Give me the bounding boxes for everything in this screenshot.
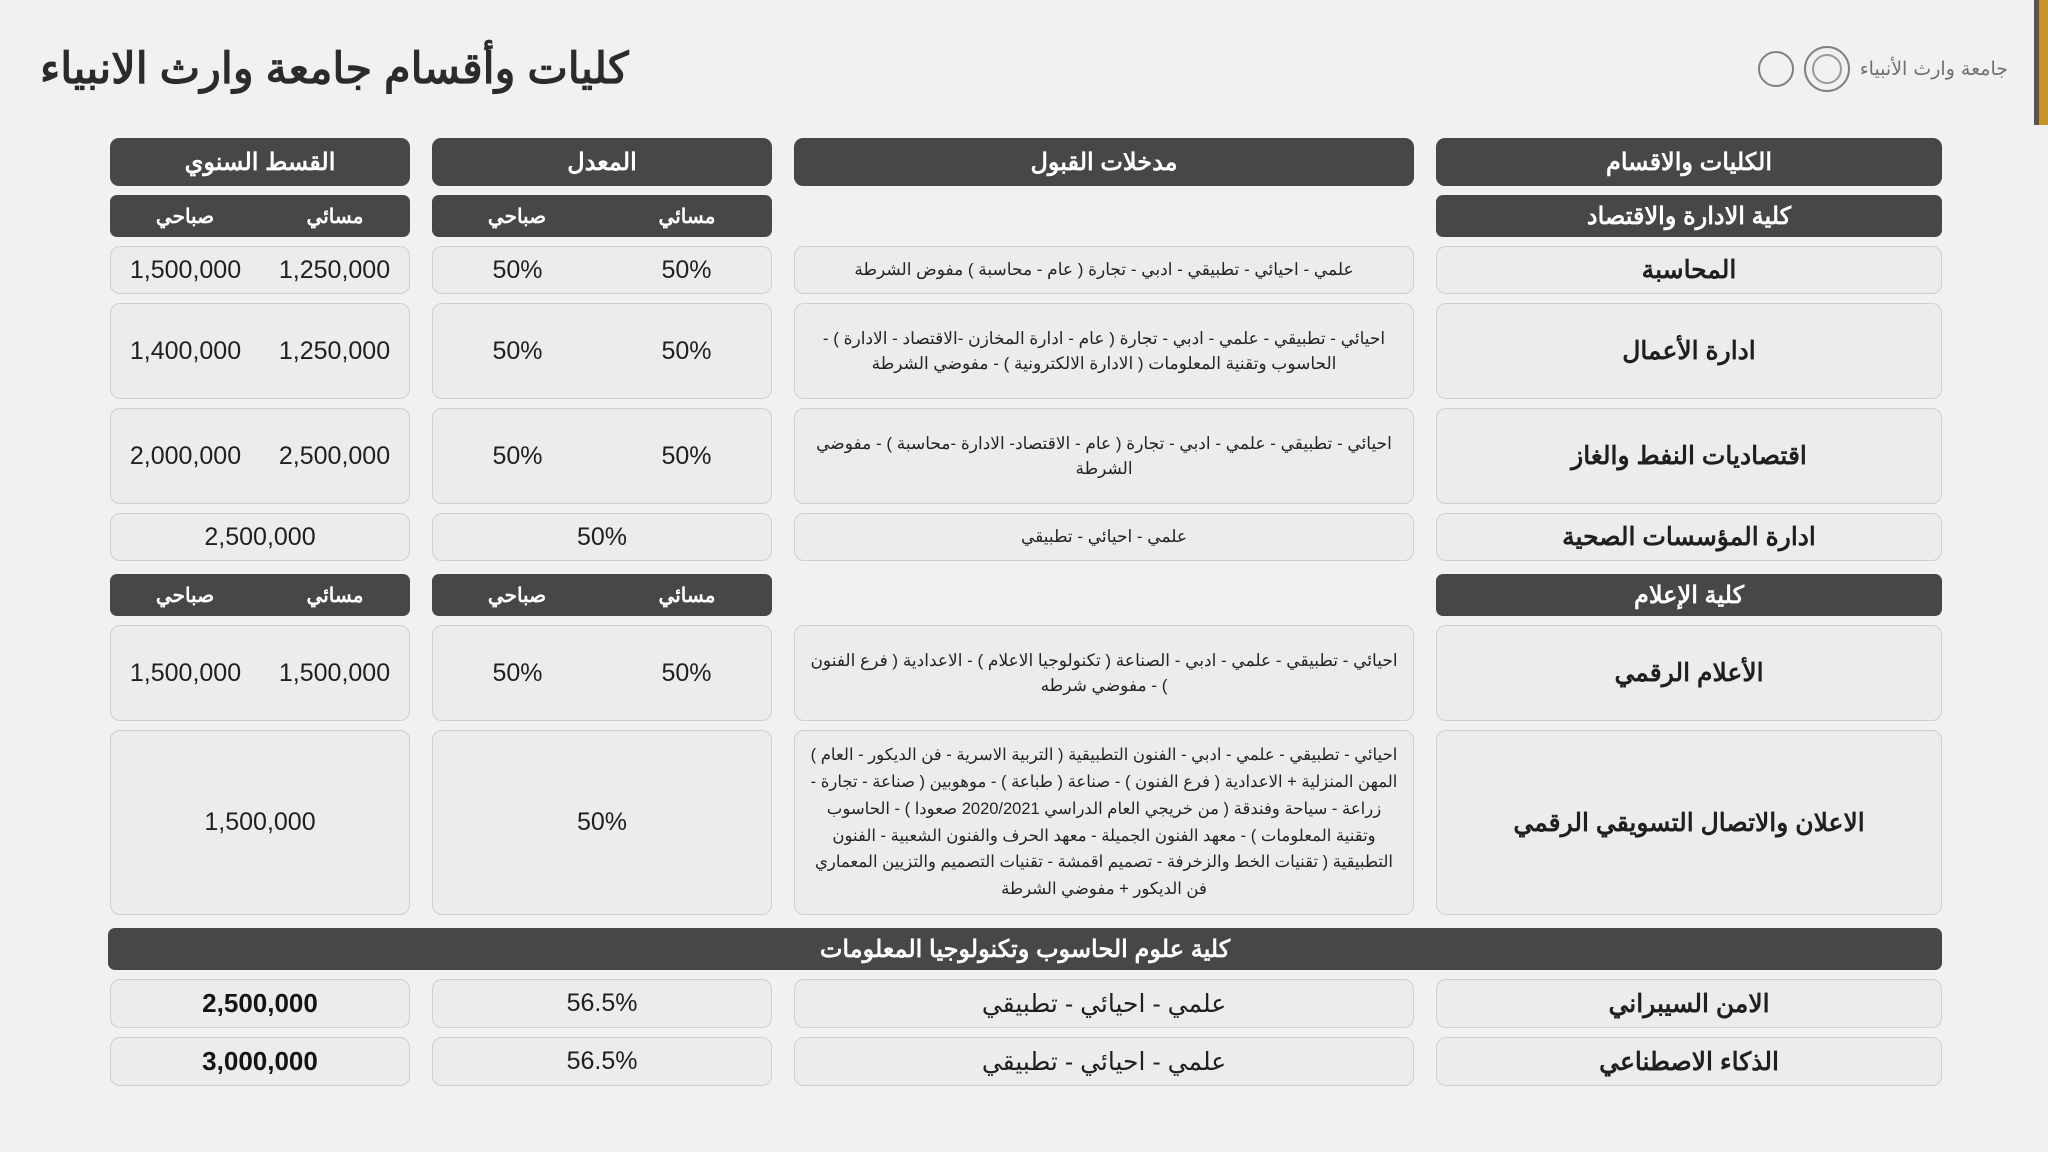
- programs-table: [0, 138, 2048, 1086]
- table-header-row: [108, 138, 1942, 186]
- table-row: [108, 730, 1942, 915]
- fee-cell: [110, 408, 410, 504]
- fee-morning: 1,400,000: [129, 336, 242, 365]
- average-cell: [432, 625, 772, 721]
- department-requirements: علمي - احيائي - تطبيقي - ادبي - تجارة ( عام - محاسبة ) مفوض الشرطة: [854, 260, 1354, 280]
- average-cell: [432, 303, 772, 399]
- department-requirements: احيائي - تطبيقي - علمي - ادبي - تجارة ( عام - ادارة المخازن -الاقتصاد - الادارة ) - الحاسوب وتقنية المعلومات ( الادارة الالكترونية ) - مفوضي الشرطة: [822, 328, 1386, 373]
- table-row: [108, 408, 1942, 504]
- department-name: الامن السيبراني: [1608, 989, 1770, 1018]
- department-requirements: علمي - احيائي - تطبيقي: [1020, 527, 1188, 547]
- department-requirements: احيائي - تطبيقي - علمي - ادبي - الصناعة ( تكنولوجيا الاعلام ) - الاعدادية ( فرع الفنون ) - مفوضي شرطه: [810, 650, 1398, 695]
- shift-morning-label: صباحي: [487, 584, 547, 607]
- table-row: [108, 1037, 1942, 1086]
- shift-morning-label: صباحي: [487, 205, 547, 228]
- department-requirements: علمي - احيائي - تطبيقي: [981, 1047, 1227, 1076]
- column-header-name: الكليات والاقسام: [1436, 138, 1942, 186]
- fee-value: 3,000,000: [202, 1046, 318, 1076]
- average-value: 56.5%: [566, 1047, 638, 1075]
- page-header: [0, 0, 2048, 138]
- average-evening: 50%: [661, 255, 712, 284]
- department-requirements: علمي - احيائي - تطبيقي: [981, 989, 1227, 1018]
- shift-morning-label: صباحي: [155, 584, 215, 607]
- logo-label: جامعة وارث الأنبياء: [1859, 58, 2008, 80]
- average-evening: 50%: [661, 441, 712, 470]
- table-row: [108, 246, 1942, 294]
- fee-cell: [110, 246, 410, 294]
- shift-header-average-1: [432, 574, 772, 616]
- fee-cell: [110, 625, 410, 721]
- shift-evening-label: مسائي: [306, 205, 364, 228]
- fee-value: 2,500,000: [202, 988, 318, 1018]
- shift-header-fee-0: [110, 195, 410, 237]
- table-row: [108, 303, 1942, 399]
- shift-evening-label: مسائي: [306, 584, 364, 607]
- department-name: المحاسبة: [1641, 256, 1737, 284]
- fee-cell: [110, 303, 410, 399]
- fee-value: 2,500,000: [204, 522, 316, 551]
- fee-morning: 2,000,000: [129, 441, 242, 470]
- fee-evening: 2,500,000: [278, 441, 391, 470]
- fee-evening: 1,500,000: [278, 658, 391, 687]
- table-row: [108, 979, 1942, 1028]
- department-name: الاعلان والاتصال التسويقي الرقمي: [1513, 808, 1865, 837]
- average-evening: 50%: [661, 658, 712, 687]
- table-row: [108, 625, 1942, 721]
- faculty-name-0: كلية الادارة والاقتصاد: [1436, 195, 1942, 237]
- faculty-band-row: [108, 195, 1942, 237]
- table-row: [108, 513, 1942, 561]
- department-requirements: احيائي - تطبيقي - علمي - ادبي - تجارة ( عام - الاقتصاد- الادارة -محاسبة ) - مفوضي الشرطة: [816, 433, 1392, 478]
- column-header-average: المعدل: [432, 138, 772, 186]
- logo-ring-icon: [1758, 51, 1794, 87]
- shift-evening-label: مسائي: [658, 205, 716, 228]
- logo-seal-icon: [1804, 46, 1850, 92]
- department-name: اقتصاديات النفط والغاز: [1571, 442, 1807, 470]
- average-value: 56.5%: [566, 989, 638, 1017]
- average-cell: [432, 246, 772, 294]
- faculty-band-row: [108, 574, 1942, 616]
- department-name: الذكاء الاصطناعي: [1599, 1047, 1779, 1076]
- department-requirements: احيائي - تطبيقي - علمي - ادبي - الفنون التطبيقية ( التربية الاسرية - فن الديكور - العام ) المهن المنزلية + الاعدادية ( فرع الفنون ) - صناعة ( طباعة ) - موهوبين ( صناعة - تجارة - زراعة - سياحة وفندقة ( من خريجي العام الدراسي 2020/2021 صعودا ) - الحاسوب وتقنية المعلومات ) - معهد الفنون الجميلة - معهد الحرف والفنون الشعبية - الفنون التطبيقية ( تقنيات الخط والزخرفة - تصميم اقمشة - تقنيات التصميم والتزيين المعماري فن الديكور + مفوضي الشرطة: [810, 746, 1398, 898]
- shift-header-average-0: [432, 195, 772, 237]
- column-header-fee: القسط السنوي: [110, 138, 410, 186]
- shift-evening-label: مسائي: [658, 584, 716, 607]
- department-name: ادارة الأعمال: [1622, 337, 1756, 365]
- fee-value: 1,500,000: [204, 808, 316, 836]
- shift-morning-label: صباحي: [155, 205, 215, 228]
- average-value: 50%: [576, 522, 628, 551]
- average-morning: 50%: [492, 336, 543, 365]
- fee-morning: 1,500,000: [129, 658, 242, 687]
- department-name: الأعلام الرقمي: [1614, 659, 1764, 687]
- fee-morning: 1,500,000: [129, 255, 242, 284]
- department-name: ادارة المؤسسات الصحية: [1562, 523, 1816, 551]
- page-title: كليات وأقسام جامعة وارث الانبياء: [40, 45, 629, 93]
- university-logo: [1758, 46, 2008, 92]
- faculty-band-row: [108, 928, 1942, 970]
- average-morning: 50%: [492, 658, 543, 687]
- average-cell: [432, 408, 772, 504]
- shift-header-fee-1: [110, 574, 410, 616]
- average-morning: 50%: [492, 441, 543, 470]
- average-value: 50%: [576, 808, 628, 836]
- fee-evening: 1,250,000: [278, 336, 391, 365]
- fee-evening: 1,250,000: [278, 255, 391, 284]
- average-evening: 50%: [661, 336, 712, 365]
- column-header-requirements: مدخلات القبول: [794, 138, 1414, 186]
- faculty-name-1: كلية الإعلام: [1436, 574, 1942, 616]
- faculty-name-2: كلية علوم الحاسوب وتكنولوجيا المعلومات: [108, 928, 1942, 970]
- average-morning: 50%: [492, 255, 543, 284]
